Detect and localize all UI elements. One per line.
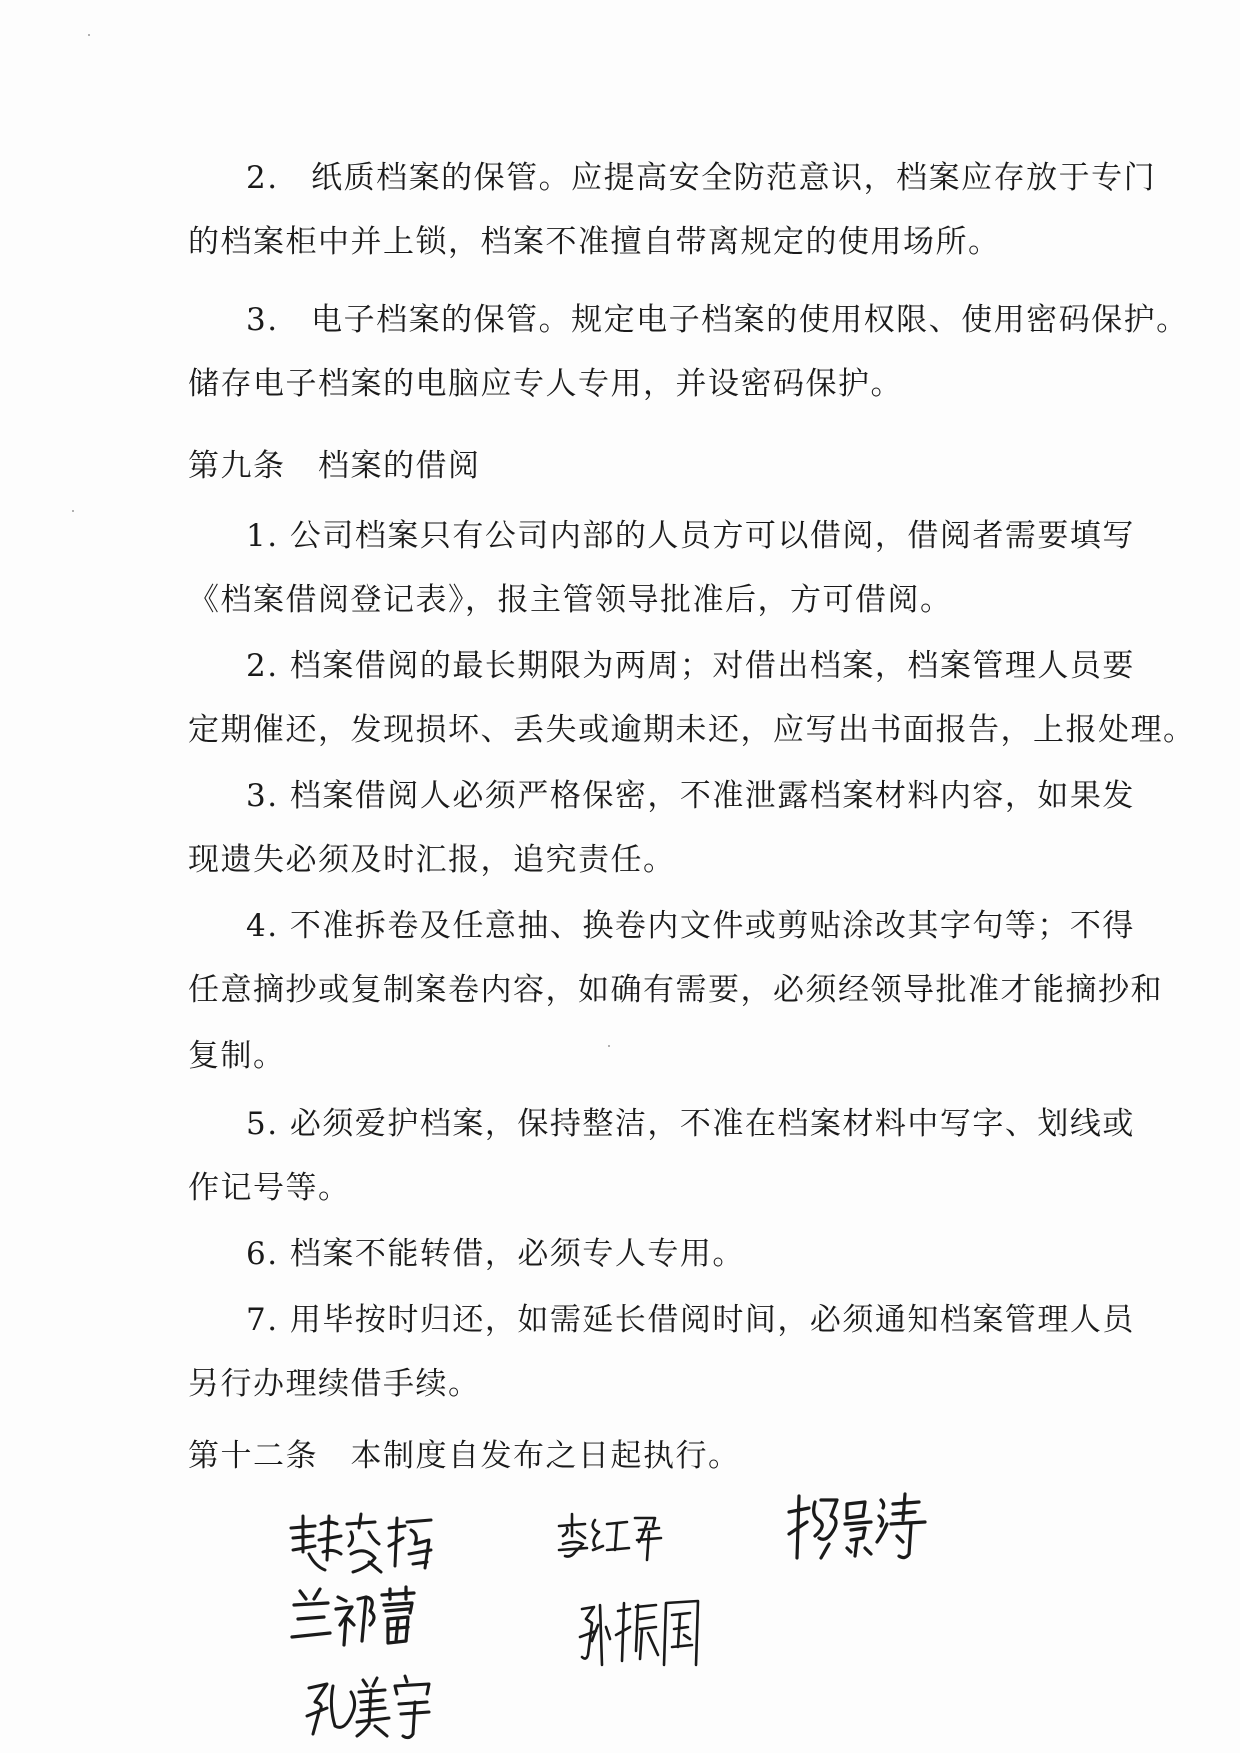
paragraph-line: 作记号等。: [188, 1170, 351, 1206]
article-heading: 第九条 档案的借阅: [188, 448, 481, 484]
paragraph-line: 2. 档案借阅的最长期限为两周；对借出档案，档案管理人员要: [246, 648, 1135, 684]
scan-speck: [72, 510, 74, 512]
signature-5: [578, 1595, 703, 1670]
scan-speck: [608, 1045, 610, 1047]
signature-area: [0, 1470, 1240, 1753]
paragraph-line: 4. 不准拆卷及任意抽、换卷内文件或剪贴涂改其字句等；不得: [246, 908, 1135, 944]
paragraph-line: 的档案柜中并上锁，档案不准擅自带离规定的使用场所。: [188, 224, 1001, 260]
paragraph-line: 储存电子档案的电脑应专人专用，并设密码保护。: [188, 366, 903, 402]
scan-speck: [88, 34, 90, 36]
paragraph-line: 另行办理续借手续。: [188, 1366, 481, 1402]
paragraph-line: 1. 公司档案只有公司内部的人员方可以借阅，借阅者需要填写: [246, 518, 1135, 554]
signature-2: [555, 1510, 665, 1565]
article-heading: 第十二条 本制度自发布之日起执行。: [188, 1438, 741, 1474]
paragraph-line: 复制。: [188, 1038, 286, 1074]
paragraph-line: 6. 档案不能转借，必须专人专用。: [246, 1236, 745, 1272]
signature-4: [290, 1585, 420, 1655]
signature-1: [285, 1510, 435, 1580]
paragraph-line: 2. 纸质档案的保管。应提高安全防范意识，档案应存放于专门: [246, 160, 1157, 196]
paragraph-line: 定期催还，发现损坏、丢失或逾期未还，应写出书面报告，上报处理。: [188, 712, 1196, 748]
signature-3: [785, 1490, 930, 1565]
paragraph-line: 7. 用毕按时归还，如需延长借阅时间，必须通知档案管理人员: [246, 1302, 1135, 1338]
signature-6: [305, 1672, 445, 1742]
paragraph-line: 5. 必须爱护档案，保持整洁，不准在档案材料中写字、划线或: [246, 1106, 1135, 1142]
paragraph-line: 任意摘抄或复制案卷内容，如确有需要，必须经领导批准才能摘抄和: [188, 972, 1163, 1008]
paragraph-line: 《档案借阅登记表》，报主管领导批准后，方可借阅。: [188, 582, 953, 618]
paragraph-line: 3. 档案借阅人必须严格保密，不准泄露档案材料内容，如果发: [246, 778, 1135, 814]
paragraph-line: 现遗失必须及时汇报，追究责任。: [188, 842, 676, 878]
paragraph-line: 3. 电子档案的保管。规定电子档案的使用权限、使用密码保护。: [246, 302, 1189, 338]
